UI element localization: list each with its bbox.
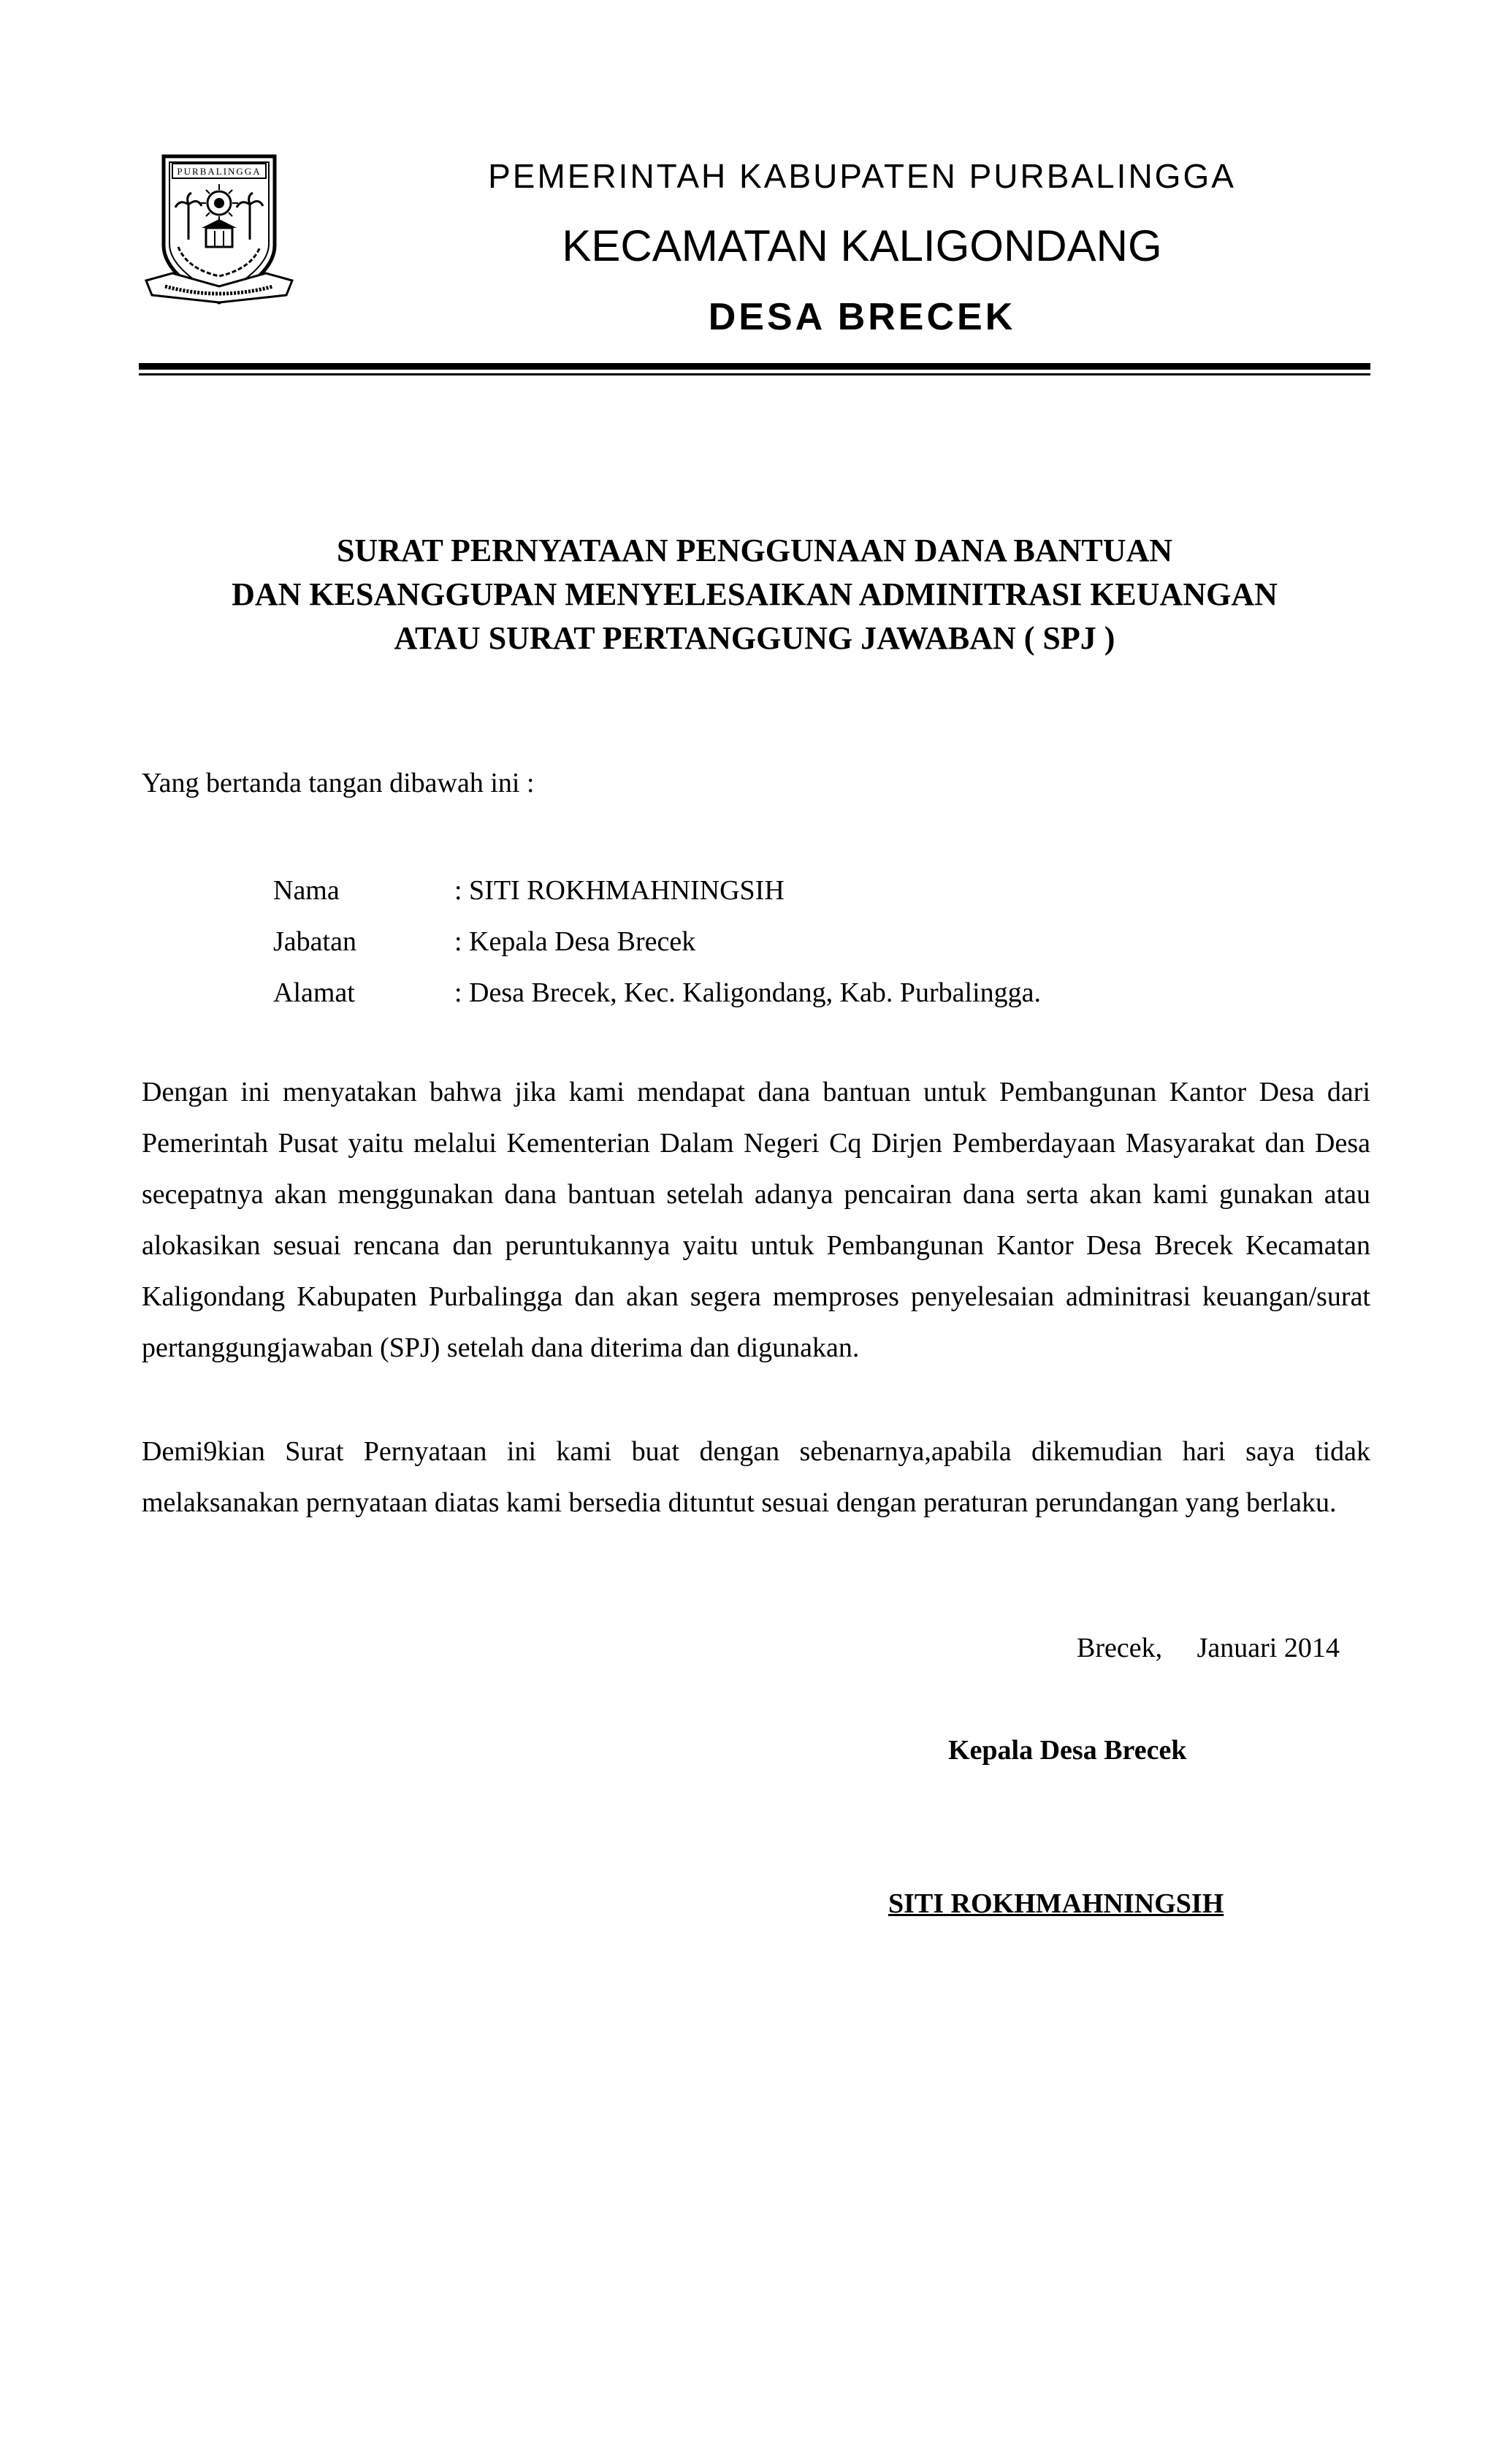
letterhead-government-line: PEMERINTAH KABUPATEN PURBALINGGA bbox=[488, 157, 1236, 195]
closing-paragraph: Demi9kian Surat Pernyataan ini kami buat dengan sebenarnya,apabila dikemudian hari saya tidak melaksanakan pernyataan diatas kami bersedia dituntut sesuai dengan peraturan perundangan yang berlaku. bbox=[142, 1436, 1370, 1518]
place-date: Brecek, Januari 2014 bbox=[1077, 1633, 1340, 1663]
identity-block bbox=[273, 865, 1041, 1018]
signer-title: Kepala Desa Brecek bbox=[948, 1735, 1187, 1766]
identity-row-position bbox=[273, 916, 1041, 967]
title-line-3: ATAU SURAT PERTANGGUNG JAWABAN ( SPJ ) bbox=[394, 620, 1115, 656]
identity-row-address bbox=[273, 967, 1041, 1018]
title-line-1: SURAT PERNYATAAN PENGGUNAAN DANA BANTUAN bbox=[336, 533, 1173, 568]
title-line-2: DAN KESANGGUPAN MENYELESAIKAN ADMINITRASI KEUANGAN bbox=[232, 576, 1278, 612]
identity-label: Nama bbox=[273, 875, 340, 906]
letterhead-village-line: DESA BRECEK bbox=[708, 296, 1016, 338]
statement-paragraph: Dengan ini menyatakan bahwa jika kami mendapat dana bantuan untuk Pembangunan Kantor Desa dari Pemerintah Pusat yaitu melalui Kementerian Dalam Negeri Cq Dirjen Pemberdayaan Masyarakat dan Desa secepatnya akan menggunakan dana bantuan setelah adanya pencairan dana serta akan kami gunakan atau alokasikan sesuai rencana dan peruntukannya yaitu untuk Pembangunan Kantor Desa Brecek Kecamatan Kaligondang Kabupaten Purbalingga dan akan segera memproses penyelesaian adminitrasi keuangan/surat pertanggungjawaban (SPJ) setelah dana diterima dan digunakan. bbox=[142, 1077, 1370, 1363]
svg-text:PURBALINGGA: PURBALINGGA bbox=[177, 166, 262, 177]
identity-value: : Desa Brecek, Kec. Kaligondang, Kab. Purbalingga. bbox=[454, 977, 1042, 1008]
identity-label: Alamat bbox=[273, 977, 355, 1008]
identity-label: Jabatan bbox=[273, 926, 356, 957]
document-title bbox=[139, 529, 1370, 660]
letterhead-district-line: KECAMATAN KALIGONDANG bbox=[562, 221, 1162, 270]
identity-value: : SITI ROKHMAHNINGSIH bbox=[454, 875, 785, 906]
identity-value: : Kepala Desa Brecek bbox=[454, 926, 696, 957]
letterhead-divider-thin bbox=[139, 373, 1370, 375]
purbalingga-coat-of-arms-logo bbox=[143, 152, 295, 311]
intro-text: Yang bertanda tangan dibawah ini : bbox=[142, 768, 535, 798]
letterhead-divider-thick bbox=[139, 363, 1370, 370]
signer-name: SITI ROKHMAHNINGSIH bbox=[888, 1888, 1224, 1919]
identity-row-name bbox=[273, 865, 1041, 916]
